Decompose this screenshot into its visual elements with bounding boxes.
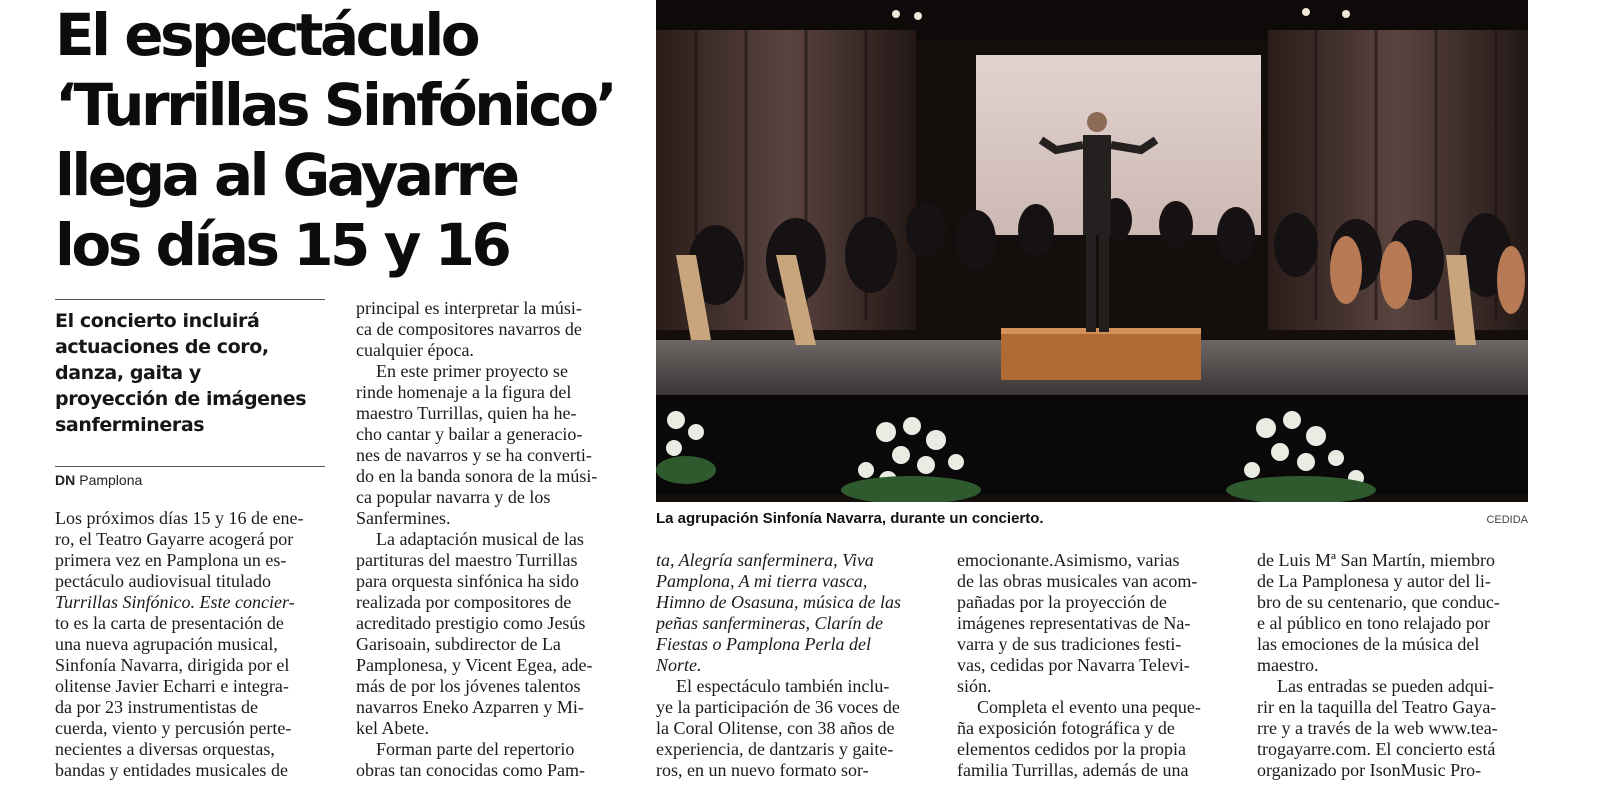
article-subhead — [55, 308, 330, 438]
text-line: Pamplonesa, y Vicent Egea, ade- — [356, 655, 593, 675]
text-line: familia Turrillas, además de una — [957, 760, 1189, 780]
text-line — [656, 592, 928, 613]
article-headline — [55, 0, 645, 280]
text-line: rinde homenaje a la figura del — [356, 382, 572, 402]
text-line: rir en la taquilla del Teatro Gaya- — [1257, 697, 1497, 717]
text-line: principal es interpretar la músi- — [356, 298, 582, 318]
headline-line: ‘Turrillas Sinfónico’ — [55, 71, 615, 139]
text-line: Forman parte del repertorio — [376, 739, 575, 759]
text-line: e al público en tono relajado por — [1257, 613, 1490, 633]
text-line: maestro. — [1257, 655, 1319, 675]
article-column-1 — [55, 508, 327, 781]
text-line: acreditado prestigio como Jesús — [356, 613, 586, 633]
byline-place: Pamplona — [79, 472, 143, 488]
text-line: ro, el Teatro Gayarre acogerá por — [55, 529, 294, 549]
subhead-line: proyección de imágenes — [55, 388, 307, 410]
text-line — [656, 655, 928, 676]
text-line: organizado por IsonMusic Pro- — [1257, 760, 1482, 780]
work-title: Turrillas Sinfónico. Este concier- — [55, 592, 295, 612]
headline-line: llega al Gayarre — [55, 141, 517, 209]
divider — [55, 466, 325, 467]
photo-caption: La agrupación Sinfonía Navarra, durante un concierto. — [656, 510, 1044, 527]
text-line: do en la banda sonora de la músi- — [356, 466, 598, 486]
text-line: obras tan conocidas como Pam- — [356, 760, 585, 780]
text-line: partituras del maestro Turrillas — [356, 550, 578, 570]
text-line — [656, 613, 928, 634]
italic-text: Pamplona, A mi tierra vasca, — [656, 571, 868, 591]
text-line: sión. — [957, 676, 992, 696]
italic-text: Norte. — [656, 655, 702, 675]
byline-source: DN — [55, 472, 76, 488]
text-line: más de por los jóvenes talentos — [356, 676, 581, 696]
italic-text: ta, Alegría sanferminera, Viva — [656, 550, 874, 570]
text-line: kel Abete. — [356, 718, 429, 738]
italic-text: Himno de Osasuna, música de las — [656, 592, 901, 612]
text-line: cuerda, viento y percusión perte- — [55, 718, 292, 738]
subhead-line: sanfermineras — [55, 414, 205, 436]
text-line: de Luis Mª San Martín, miembro — [1257, 550, 1495, 570]
text-line: pectáculo audiovisual titulado — [55, 571, 271, 591]
text-line: cualquier época. — [356, 340, 474, 360]
text-line: Sinfonía Navarra, dirigida por el — [55, 655, 290, 675]
text-line: emocionante.Asimismo, varias — [957, 550, 1180, 570]
subhead-line: danza, gaita y — [55, 362, 201, 384]
text-line: cho cantar y bailar a generacio- — [356, 424, 583, 444]
text-line: Garisoain, subdirector de La — [356, 634, 561, 654]
text-line: primera vez en Pamplona un es- — [55, 550, 287, 570]
text-line: maestro Turrillas, quien ha he- — [356, 403, 577, 423]
text-line: ña exposición fotográfica y de — [957, 718, 1175, 738]
text-line: trogayarre.com. El concierto está — [1257, 739, 1496, 759]
headline-line: El espectáculo — [55, 1, 478, 69]
article-column-2 — [356, 298, 628, 781]
text-line: Completa el evento una peque- — [977, 697, 1201, 717]
text-line: realizada por compositores de — [356, 592, 572, 612]
byline — [55, 472, 142, 488]
text-line: nes de navarros y se ha converti- — [356, 445, 592, 465]
text-line: Los próximos días 15 y 16 de ene- — [55, 508, 304, 528]
text-line: da por 23 instrumentistas de — [55, 697, 258, 717]
text-line: vas, cedidas por Navarra Televi- — [957, 655, 1190, 675]
text-line: elementos cedidos por la propia — [957, 739, 1186, 759]
text-line: bandas y entidades musicales de — [55, 760, 288, 780]
article-column-4 — [957, 550, 1229, 781]
text-line: El espectáculo también inclu- — [676, 676, 890, 696]
text-line: ros, en un nuevo formato sor- — [656, 760, 869, 780]
orchestra-photo-illustration — [656, 0, 1528, 502]
text-line: rre y a través de la web www.tea- — [1257, 718, 1498, 738]
text-line: pañadas por la proyección de — [957, 592, 1167, 612]
subhead-line: actuaciones de coro, — [55, 336, 269, 358]
text-line: ca de compositores navarros de — [356, 319, 582, 339]
text-line: En este primer proyecto se — [376, 361, 568, 381]
text-line — [55, 592, 327, 613]
italic-text: Fiestas o Pamplona Perla del — [656, 634, 871, 654]
text-line: de La Pamplonesa y autor del li- — [1257, 571, 1491, 591]
divider — [55, 299, 325, 300]
text-line: olitense Javier Echarri e integra- — [55, 676, 289, 696]
text-line: bro de su centenario, que conduc- — [1257, 592, 1500, 612]
text-line: para orquesta sinfónica ha sido — [356, 571, 579, 591]
text-line: una nueva agrupación musical, — [55, 634, 278, 654]
text-line: necientes a diversas orquestas, — [55, 739, 275, 759]
text-line: ca popular navarra y de los — [356, 487, 551, 507]
concert-photo — [656, 0, 1528, 502]
text-line: varra y de sus tradiciones festi- — [957, 634, 1182, 654]
text-line: experiencia, de dantzaris y gaite- — [656, 739, 894, 759]
text-line: Las entradas se pueden adqui- — [1277, 676, 1494, 696]
subhead-line: El concierto incluirá — [55, 310, 260, 332]
text-line — [656, 634, 928, 655]
text-line: ye la participación de 36 voces de — [656, 697, 900, 717]
headline-line: los días 15 y 16 — [55, 211, 509, 279]
text-line: de las obras musicales van acom- — [957, 571, 1198, 591]
photo-credit: CEDIDA — [1486, 514, 1528, 526]
italic-text: peñas sanfermineras, Clarín de — [656, 613, 883, 633]
text-line: imágenes representativas de Na- — [957, 613, 1191, 633]
text-line: navarros Eneko Azparren y Mi- — [356, 697, 584, 717]
article-column-3 — [656, 550, 928, 781]
text-line: Sanfermines. — [356, 508, 451, 528]
text-line: las emociones de la música del — [1257, 634, 1480, 654]
text-line: la Coral Olitense, con 38 años de — [656, 718, 895, 738]
text-line — [656, 550, 928, 571]
text-line — [656, 571, 928, 592]
article-column-5 — [1257, 550, 1529, 781]
text-line: to es la carta de presentación de — [55, 613, 284, 633]
text-line: La adaptación musical de las — [376, 529, 584, 549]
